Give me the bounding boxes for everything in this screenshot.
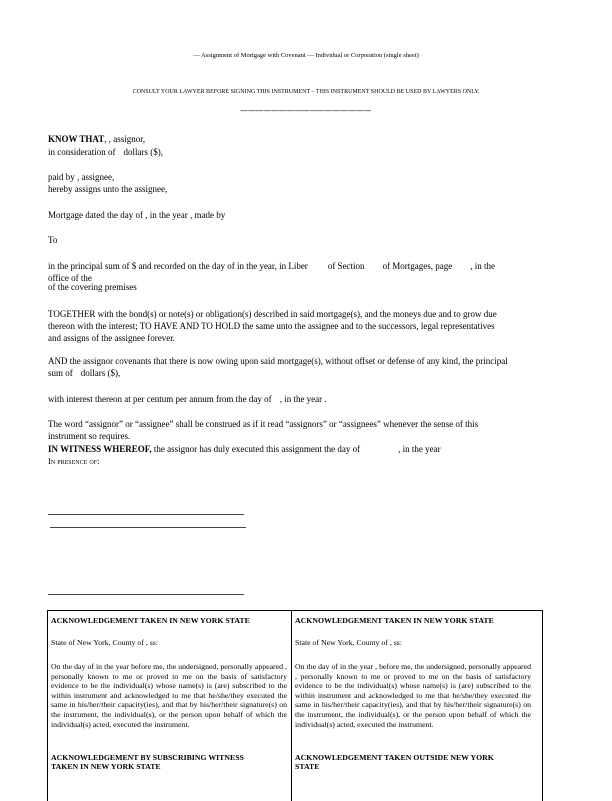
covenant-dollars-text: dollars ($), [80, 368, 121, 378]
construed-line-1: The word “assignor” or “assignee” shall be construed as if it read “assignors” or “assignees” whenever the sense of this [48, 419, 479, 429]
consideration-dollars: dollars ($), [123, 147, 163, 157]
together-line-3: and assigns of the assignee forever. [48, 333, 175, 343]
interest-text: with interest thereon at per centum per annum from the day of [48, 394, 272, 404]
witness-signature-line[interactable] [48, 594, 244, 595]
ack-left-footer-2: TAKEN IN NEW YORK STATE [51, 762, 161, 771]
ack-right-body: On the day of in the year , before me, the undersigned, personally appeared , personally known to me or proved to me on the basis of satisfactory evidence to be the individual(s) whose name(s) is (are) subscribed to the within instrument and acknowledged to me that he/she/they executed the same in his/her/their capacity(ies), and that by his/her/their signature(s) on the instrument, the individual(s), or the person upon behalf of which the individual(s) acted, executed the instrument. [295, 662, 531, 729]
witness-text: the assignor has duly executed this assignment the day of [153, 444, 361, 454]
know-that-label: KNOW THAT [48, 134, 105, 144]
covenant-line-1: AND the assignor covenants that there is now owing upon said mortgage(s), without offset or defense of any kind, the principal [48, 356, 508, 366]
acknowledgement-table [47, 610, 543, 801]
ack-right-county: State of New York, County of , ss: [295, 638, 402, 647]
covenant-line-2 [48, 367, 120, 379]
ack-left-county: State of New York, County of , ss: [51, 638, 158, 647]
ack-right-heading: ACKNOWLEDGEMENT TAKEN IN NEW YORK STATE [295, 616, 494, 625]
signature-line-1[interactable] [48, 514, 244, 515]
interest-line [48, 393, 327, 405]
witness-line [48, 443, 441, 455]
to-line: To [48, 235, 58, 245]
signature-line-2[interactable] [50, 527, 246, 528]
ack-left-footer-1: ACKNOWLEDGEMENT BY SUBSCRIBING WITNESS [51, 753, 244, 762]
header-rule: _________________ [240, 100, 372, 114]
ack-right-footer-1: ACKNOWLEDGEMENT TAKEN OUTSIDE NEW YORK [295, 753, 494, 762]
consideration-line [48, 146, 163, 158]
paid-by-line: paid by , assignee, [48, 172, 115, 182]
covering-premises-line: of the covering premises [48, 282, 137, 292]
assignor-text: , , assignor, [104, 134, 146, 144]
together-line-1: TOGETHER with the bond(s) or note(s) or obligation(s) described in said mortgage(s), and the moneys due and to grow due [48, 309, 497, 319]
office-line: office of the [48, 273, 92, 283]
witness-label: IN WITNESS WHEREOF, [48, 444, 152, 454]
in-the-text: , in the [470, 261, 496, 271]
consideration-label: in consideration of [48, 147, 116, 157]
principal-sum-line [48, 260, 542, 272]
section-text: of Section [327, 261, 365, 271]
principal-sum-text: in the principal sum of $ and recorded on the day of in the year, in Liber [48, 261, 308, 271]
acknowledgement-column-right [292, 611, 535, 801]
mortgage-dated-line: Mortgage dated the day of , in the year , made by [48, 210, 226, 220]
sum-of-text: sum of [48, 368, 73, 378]
document-title: — Assignment of Mortgage with Covenant — Individual or Corporation (single sheet) [193, 52, 419, 59]
construed-line-2: instrument so requires. [48, 431, 131, 441]
acknowledgement-column-left [48, 611, 292, 801]
together-line-2: thereon with the interest; TO HAVE AND TO HOLD the same unto the assignee and to the successors, legal representatives [48, 321, 495, 331]
interest-year-text: , in the year . [279, 394, 327, 404]
hereby-assigns-line: hereby assigns unto the assignee, [48, 184, 168, 194]
mortgages-page-text: of Mortgages, page [382, 261, 453, 271]
in-presence-of-label: In presence of: [48, 456, 100, 466]
witness-year-text: , in the year [398, 444, 441, 454]
lawyer-warning: CONSULT YOUR LAWYER BEFORE SIGNING THIS INSTRUMENT – THIS INSTRUMENT SHOULD BE USED BY LAWYERS ONLY. [132, 89, 480, 95]
ack-right-footer-2: STATE [295, 762, 320, 771]
know-that-line [48, 133, 145, 145]
ack-left-heading: ACKNOWLEDGEMENT TAKEN IN NEW YORK STATE [51, 616, 250, 625]
ack-left-body: On the day of in the year before me, the undersigned, personally appeared , personally known to me or proved to me on the basis of satisfactory evidence to be the individual(s) whose name(s) is (are) subscribed to the within instrument and acknowledged to me that he/she/they executed the same in his/her/their capacity(ies), and that by his/her/their signature(s) on the instrument, the individual(s), or the person upon behalf of which the individual(s) acted, executed the instrument. [51, 662, 287, 729]
